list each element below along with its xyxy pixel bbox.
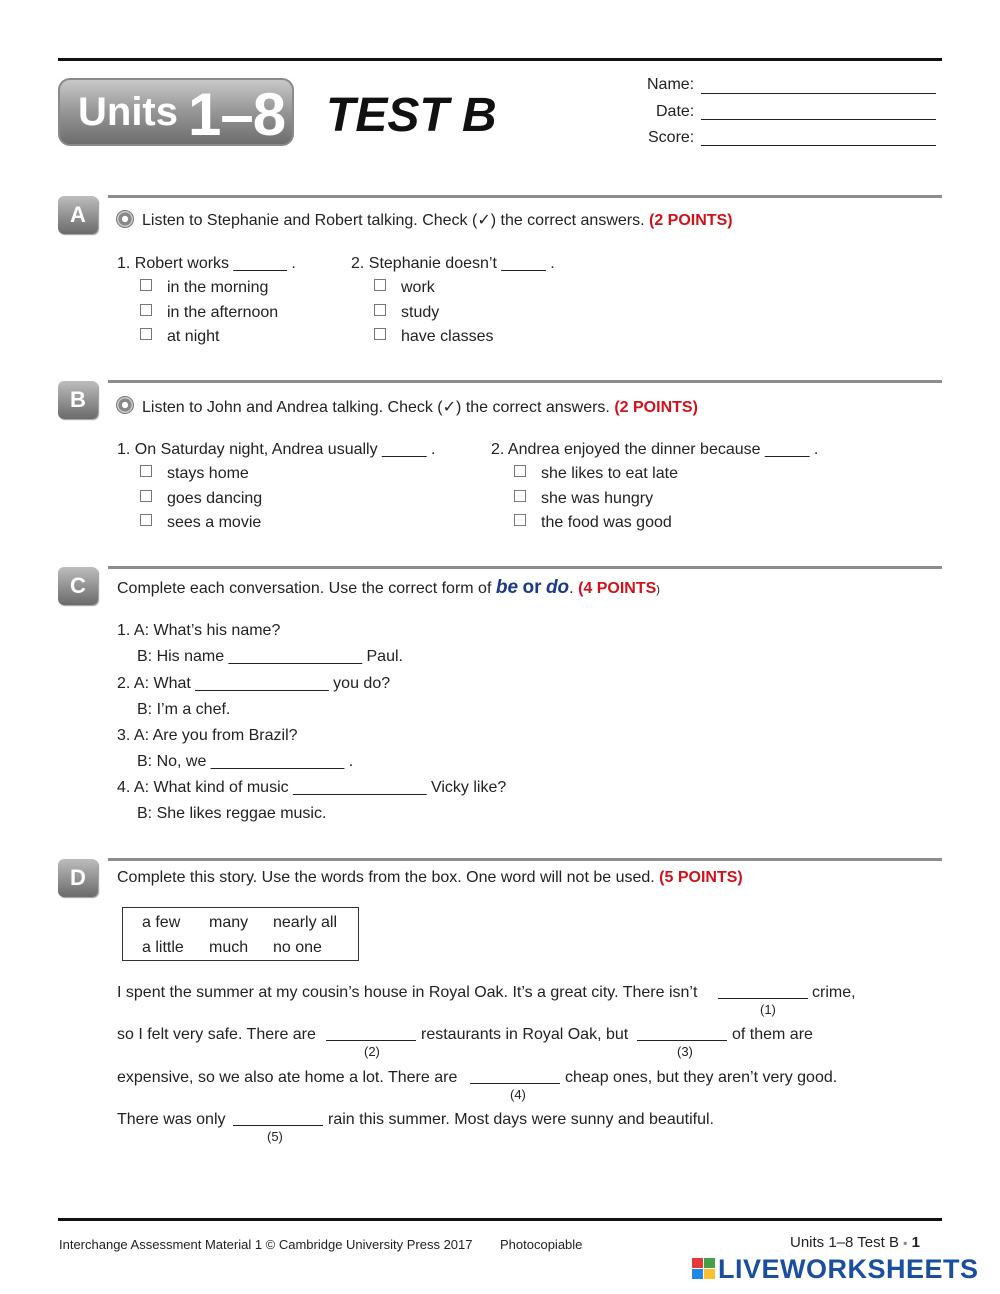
story-line-3b: cheap ones, but they aren’t very good.: [565, 1069, 838, 1086]
blank-number-5: (5): [267, 1129, 283, 1144]
b-q2-checkbox-2[interactable]: [514, 490, 526, 502]
section-b-badge: B: [58, 381, 98, 419]
section-b-rule: [108, 380, 942, 383]
audio-play-icon[interactable]: [116, 396, 134, 414]
word-a-little: a little: [142, 939, 184, 956]
name-label: Name:: [647, 76, 695, 93]
b-q2-option-2: she was hungry: [541, 490, 654, 507]
word-much: much: [209, 939, 249, 956]
name-field[interactable]: [701, 93, 936, 94]
a-q1-checkbox-2[interactable]: [140, 304, 152, 316]
blank-number-2: (2): [364, 1044, 380, 1059]
a-q1-prompt: 1. Robert works ______ .: [117, 255, 296, 272]
a-q2-checkbox-1[interactable]: [374, 279, 386, 291]
section-b-points: (2 POINTS): [614, 399, 698, 416]
score-field[interactable]: [701, 145, 936, 146]
section-a-instruction: [142, 210, 733, 230]
section-c-instruction-text: Complete each conversation. Use the correct form of: [117, 580, 492, 597]
section-a-points: (2 POINTS): [649, 212, 733, 229]
c-line-8: B: She likes reggae music.: [137, 805, 327, 822]
b-q1-option-1: stays home: [167, 465, 249, 482]
b-q1-prompt: 1. On Saturday night, Andrea usually _____ .: [117, 441, 436, 458]
section-b-instruction: [142, 397, 698, 417]
a-q1-checkbox-3[interactable]: [140, 328, 152, 340]
b-q1-option-3: sees a movie: [167, 514, 262, 531]
word-no-one: no one: [273, 939, 322, 956]
story-blank-1[interactable]: [718, 998, 808, 999]
a-q2-checkbox-3[interactable]: [374, 328, 386, 340]
date-label: Date:: [656, 103, 695, 120]
test-title: TEST B: [326, 89, 497, 142]
b-q2-checkbox-1[interactable]: [514, 465, 526, 477]
c-line-6[interactable]: B: No, we _______________ .: [137, 753, 354, 770]
c-line-3[interactable]: 2. A: What _______________ you do?: [117, 675, 391, 692]
word-do: do: [545, 577, 570, 598]
a-q1-checkbox-1[interactable]: [140, 279, 152, 291]
section-c-points: (4 POINTS: [578, 580, 657, 597]
footer-rule: [58, 1218, 942, 1221]
footer-photocopiable: Photocopiable: [500, 1237, 583, 1252]
footer-page-label: [790, 1234, 920, 1251]
section-d-points: (5 POINTS): [659, 869, 743, 886]
c-line-1: 1. A: What’s his name?: [117, 622, 281, 639]
a-q2-checkbox-2[interactable]: [374, 304, 386, 316]
points-close: ): [656, 584, 660, 596]
section-c-rule: [108, 566, 942, 569]
c-line-2[interactable]: B: His name _______________ Paul.: [137, 648, 403, 665]
c-line-5: 3. A: Are you from Brazil?: [117, 727, 298, 744]
units-range: 1–8: [188, 81, 286, 148]
a-q1-option-2: in the afternoon: [167, 304, 279, 321]
c-line-4: B: I’m a chef.: [137, 701, 231, 718]
period: .: [569, 580, 574, 597]
liveworksheets-logo-icon: [692, 1258, 716, 1280]
story-blank-5[interactable]: [233, 1125, 323, 1126]
section-c-instruction: [117, 577, 660, 599]
b-q2-option-1: she likes to eat late: [541, 465, 678, 482]
a-q2-option-3: have classes: [401, 328, 494, 345]
section-d-instruction-text: Complete this story. Use the words from the box. One word will not be used.: [117, 869, 655, 886]
section-d-rule: [108, 858, 942, 861]
section-c-badge: C: [58, 567, 98, 605]
section-d-badge: D: [58, 859, 98, 897]
audio-play-icon[interactable]: [116, 210, 134, 228]
b-q2-checkbox-3[interactable]: [514, 514, 526, 526]
c-line-7[interactable]: 4. A: What kind of music _______________ Vicky like?: [117, 779, 507, 796]
a-q2-option-2: study: [401, 304, 440, 321]
story-line-1a: I spent the summer at my cousin’s house in Royal Oak. It’s a great city. There isn’t: [117, 984, 698, 1001]
story-line-4b: rain this summer. Most days were sunny and beautiful.: [328, 1111, 714, 1128]
story-blank-3[interactable]: [637, 1040, 727, 1041]
b-q1-checkbox-2[interactable]: [140, 490, 152, 502]
units-word: Units: [78, 90, 178, 134]
word-nearly-all: nearly all: [273, 914, 338, 931]
top-rule: [58, 58, 942, 61]
page-label-text: Units 1–8 Test B: [790, 1234, 899, 1251]
date-field[interactable]: [701, 119, 936, 120]
units-badge: [58, 78, 294, 146]
b-q1-option-2: goes dancing: [167, 490, 263, 507]
blank-number-3: (3): [677, 1044, 693, 1059]
story-line-4a: There was only: [117, 1111, 226, 1128]
blank-number-1: (1): [760, 1002, 776, 1017]
word-be: be: [495, 577, 519, 598]
section-d-instruction: [117, 869, 743, 887]
blank-number-4: (4): [510, 1087, 526, 1102]
section-a-badge: A: [58, 196, 98, 234]
section-a-rule: [108, 195, 942, 198]
footer-copyright: Interchange Assessment Material 1 © Cambridge University Press 2017: [59, 1237, 473, 1252]
story-blank-2[interactable]: [326, 1040, 416, 1041]
section-a-instruction-text: Listen to Stephanie and Robert talking. Check (✓) the correct answers.: [142, 212, 645, 229]
b-q1-checkbox-1[interactable]: [140, 465, 152, 477]
word-a-few: a few: [142, 914, 181, 931]
story-line-1b: crime,: [812, 984, 856, 1001]
section-b-instruction-text: Listen to John and Andrea talking. Check (✓) the correct answers.: [142, 399, 610, 416]
b-q1-checkbox-3[interactable]: [140, 514, 152, 526]
a-q1-option-3: at night: [167, 328, 220, 345]
page-bullet: ▪: [903, 1236, 908, 1250]
a-q1-option-1: in the morning: [167, 279, 269, 296]
story-blank-4[interactable]: [470, 1083, 560, 1084]
liveworksheets-logo[interactable]: LIVEWORKSHEETS: [718, 1254, 979, 1284]
word-or: or: [522, 577, 542, 598]
score-label: Score:: [648, 129, 695, 146]
b-q2-option-3: the food was good: [541, 514, 672, 531]
word-many: many: [209, 914, 249, 931]
b-q2-prompt: 2. Andrea enjoyed the dinner because _____ .: [491, 441, 819, 458]
story-line-2a: so I felt very safe. There are: [117, 1026, 316, 1043]
story-line-3a: expensive, so we also ate home a lot. There are: [117, 1069, 458, 1086]
story-line-2b: restaurants in Royal Oak, but: [421, 1026, 629, 1043]
a-q2-prompt: 2. Stephanie doesn’t _____ .: [351, 255, 555, 272]
a-q2-option-1: work: [401, 279, 435, 296]
page-number: 1: [911, 1234, 920, 1251]
story-line-2c: of them are: [732, 1026, 813, 1043]
